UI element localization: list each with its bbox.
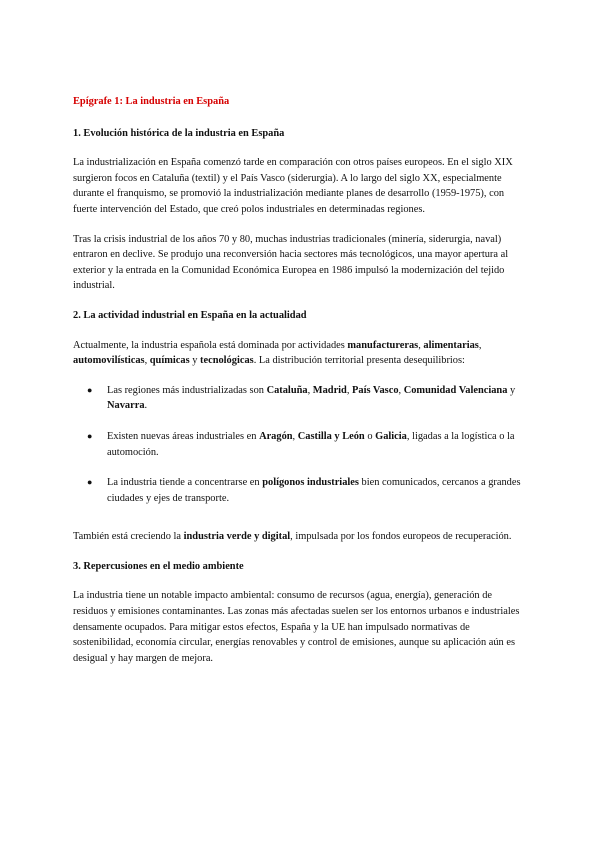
- text-run: ,: [292, 430, 298, 442]
- text-run: ,: [418, 339, 424, 351]
- bullet-list: [73, 383, 529, 507]
- bold-term: tecnológicas: [200, 355, 254, 367]
- bullet-icon: ●: [87, 477, 93, 488]
- bold-term: polígonos industriales: [262, 477, 359, 489]
- text-run: También está creciendo la: [73, 531, 184, 543]
- section-2-heading: 2. La actividad industrial en España en la actualidad: [73, 309, 307, 321]
- section-1-heading: 1. Evolución histórica de la industria en España: [73, 127, 285, 139]
- text-run: ,: [307, 384, 313, 396]
- bold-term: industria verde y digital: [183, 531, 291, 543]
- bold-term: Comunidad Valenciana: [403, 384, 508, 396]
- text-run: y: [189, 355, 201, 367]
- section-2-closing: [73, 529, 529, 545]
- text-run: bien comunicados, cercanos a grandes ciudades y ejes de transporte.: [107, 477, 521, 504]
- text-run: Actualmente, la industria española está dominada por actividades: [73, 339, 348, 351]
- text-run: .: [144, 400, 148, 412]
- section-1-paragraph-1: La industrialización en España comenzó tarde en comparación con otros países europeos. En el siglo XIX surgieron focos en Cataluña (textil) y el País Vasco (siderurgia). A lo largo del siglo XX, especialmente durante el franquismo, se promovió la industrialización mediante planes de desarrollo (1959-1975), con fuerte intervención del Estado, que creó polos industriales en determinadas regiones.: [73, 157, 513, 215]
- section-2-intro: [73, 338, 529, 369]
- text-run: Las regiones más industrializadas son: [107, 384, 267, 396]
- bullet-icon: ●: [87, 430, 93, 441]
- bullet-icon: ●: [87, 384, 93, 395]
- text-run: La industria tiende a concentrarse en: [107, 477, 263, 489]
- bold-term: químicas: [149, 355, 190, 367]
- bold-term: alimentarias: [423, 339, 479, 351]
- list-item: [73, 429, 529, 460]
- list-item: [73, 383, 529, 414]
- text-run: ,: [398, 384, 404, 396]
- section-1-paragraph-2: Tras la crisis industrial de los años 70 y 80, muchas industrias tradicionales (minería, siderurgia, naval) entraron en declive. Se produjo una reconversión hacia sectores más tecnológicos, una mayor apertura al exterior y la entrada en la Comunidad Económica Europea en 1986 impulsó la modernización del tejido industrial.: [73, 233, 509, 292]
- document-title: Epígrafe 1: La industria en España: [73, 96, 230, 107]
- bold-term: automovilísticas: [73, 355, 145, 367]
- bold-term: Madrid: [312, 384, 347, 396]
- text-run: , ligadas a la logística o la automoción.: [107, 430, 515, 458]
- text-run: , impulsada por los fondos europeos de recuperación.: [290, 531, 512, 543]
- text-run: o: [364, 430, 376, 442]
- text-run: . La distribución territorial presenta desequilibrios:: [253, 355, 465, 367]
- bold-term: Castilla y León: [297, 430, 365, 442]
- bold-term: Aragón: [259, 430, 293, 442]
- bold-term: Galicia: [375, 430, 407, 442]
- bold-term: manufactureras: [347, 339, 419, 351]
- text-run: y: [507, 384, 516, 396]
- bold-term: País Vasco: [352, 384, 399, 396]
- bold-term: Navarra: [107, 400, 145, 412]
- bold-term: Cataluña: [266, 384, 308, 396]
- document-body: [73, 94, 529, 680]
- list-item: [73, 475, 529, 506]
- spacer: [73, 521, 529, 529]
- section-3-paragraph-1: La industria tiene un notable impacto ambiental: consumo de recursos (agua, energía), generación de residuos y emisiones contaminantes. Las zonas más afectadas suelen ser los entornos urbanos e industriales densamente ocupados. Para mitigar estos efectos, España y la UE han impulsado normativas de sostenibilidad, economía circular, energías renovables y control de emisiones, aunque su aplicación aún es desigual y hay margen de mejora.: [73, 590, 520, 664]
- text-run: ,: [346, 384, 353, 396]
- text-run: Existen nuevas áreas industriales en: [107, 430, 260, 442]
- text-run: ,: [144, 355, 150, 367]
- section-3-heading: 3. Repercusiones en el medio ambiente: [73, 560, 244, 572]
- text-run: ,: [478, 339, 482, 351]
